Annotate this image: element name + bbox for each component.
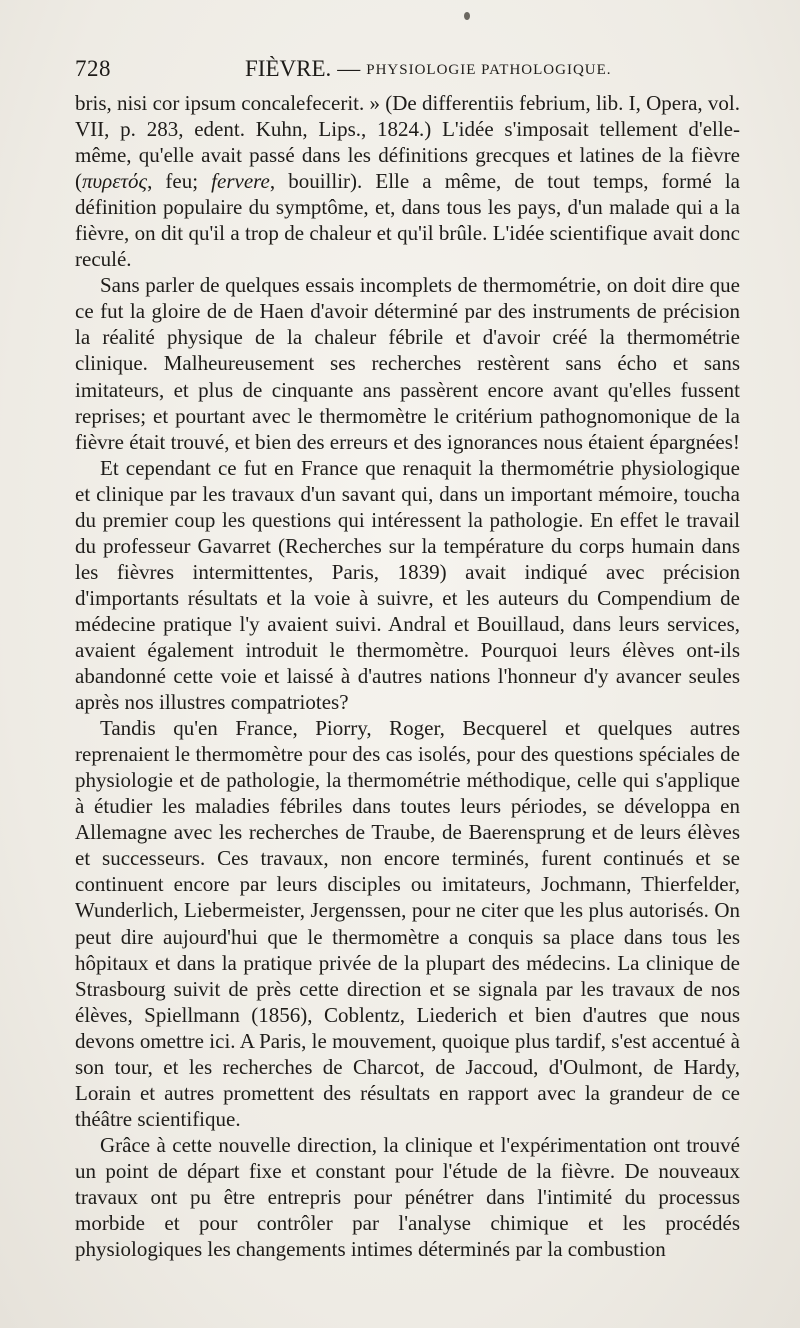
paragraph-1-part-1: bris, nisi cor ipsum concalefecerit. » (De differentiis febrium, lib. I, Opera, vol. VII, p. 283, edent. Kuhn, Lips., 1824.) L'idée s'imposait tellement d'elle-même, qu'elle avait passé dans les définitions grecques et latines de la fièvre (: [75, 91, 740, 194]
paragraph-3: Et cependant ce fut en France que renaquit la thermométrie physiologique et clinique par les travaux d'un savant qui, dans un important mémoire, toucha du premier coup les questions qui intéressent la pathologie. En effet le travail du professeur Gavarret (Recherches sur la température du corps humain dans les fièvres intermittentes, Paris, 1839) avait indiqué avec précision d'importants résultats et la voie à suivre, et les auteurs du Compendium de médecine pratique l'y avaient suivi. Andral et Bouillaud, dans leurs services, avaient également introduit le thermomètre. Pourquoi leurs élèves ont-ils abandonné cette voie et laissé à d'autres nations l'honneur d'y avancer seules après nos illustres compatriotes?: [75, 455, 740, 715]
section-subtitle: PHYSIOLOGIE PATHOLOGIQUE.: [366, 62, 612, 78]
paragraph-1: [75, 90, 740, 272]
running-header: [75, 56, 740, 86]
chapter-title: FIÈVRE.: [245, 56, 332, 81]
main-text: [75, 90, 740, 1262]
latin-word: fervere: [211, 169, 270, 194]
paragraph-5: Grâce à cette nouvelle direction, la clinique et l'expérimentation ont trouvé un point de départ fixe et constant pour l'étude de la fièvre. De nouveaux travaux ont pu être entrepris pour pénétrer dans l'intimité du processus morbide et pour contrôler par l'analyse chimique et les procédés physiologiques les changements intimes déterminés par la combustion: [75, 1132, 740, 1262]
running-title: [245, 56, 612, 82]
title-separator: —: [337, 56, 361, 81]
greek-word: πυρετός: [82, 169, 148, 194]
paragraph-2: Sans parler de quelques essais incomplets de thermométrie, on doit dire que ce fut la gloire de de Haen d'avoir déterminé par des instruments de précision la réalité physique de la chaleur fébrile et d'avoir créé la thermométrie clinique. Malheureusement ses recherches restèrent sans écho et sans imitateurs, et plus de cinquante ans passèrent encore avant qu'elles fussent reprises; et pourtant avec le thermomètre le critérium pathognomonique de la fièvre était trouvé, et bien des erreurs et des ignorances nous étaient épargnées!: [75, 273, 740, 454]
page-number: 728: [75, 56, 111, 81]
ink-speck: [464, 12, 470, 20]
paragraph-1-part-3: , bouillir). Elle a même, de tout temps, formé la définition populaire du symptôme, et, dans tous les pays, d'un malade qui a la fièvre, on dit qu'il a trop de chaleur et qu'il brûle. L'idée scientifique avait donc reculé.: [75, 169, 740, 272]
paragraph-4: Tandis qu'en France, Piorry, Roger, Becquerel et quelques autres reprenaient le thermomètre pour des cas isolés, pour des questions spéciales de physiologie et de pathologie, la thermométrie méthodique, celle qui s'applique à étudier les maladies fébriles dans toutes leurs périodes, se développa en Allemagne avec les recherches de Traube, de Baerensprung et de leurs élèves et successeurs. Ces travaux, non encore terminés, furent continués et se continuent encore par leurs disciples ou imitateurs, Jochmann, Thierfelder, Wunderlich, Liebermeister, Jergenssen, pour ne citer que les plus autorisés. On peut dire aujourd'hui que le thermomètre a conquis sa place dans tous les hôpitaux et dans la pratique privée de la plupart des médecins. La clinique de Strasbourg suivit de près cette direction et se signala par les travaux de nos élèves, Spiellmann (1856), Coblentz, Liederich et bien d'autres que nous devons omettre ici. A Paris, le mouvement, quoique plus tardif, s'est accentué à son tour, et les recherches de Charcot, de Jaccoud, d'Oulmont, de Hardy, Lorain et autres promettent des résultats en rapport avec la grandeur de ce théâtre scientifique.: [75, 716, 740, 1131]
paragraph-1-part-2: , feu;: [147, 169, 212, 194]
